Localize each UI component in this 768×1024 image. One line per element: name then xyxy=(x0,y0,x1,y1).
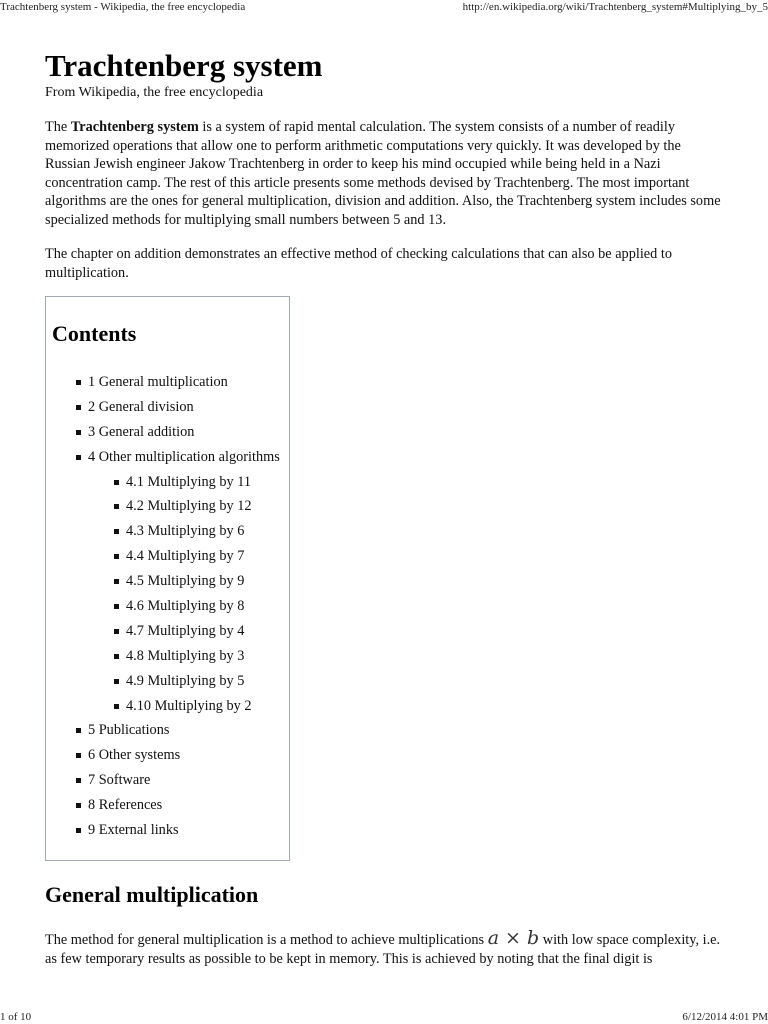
toc-item xyxy=(46,571,289,596)
intro-paragraph xyxy=(45,118,725,229)
bullet-icon xyxy=(114,654,119,659)
toc-item xyxy=(46,646,289,671)
toc-item xyxy=(46,795,289,820)
toc-list xyxy=(46,372,289,845)
toc-link[interactable]: 3 General addition xyxy=(88,423,195,440)
toc-item xyxy=(46,397,289,422)
toc-link[interactable]: 4.6 Multiplying by 8 xyxy=(126,598,245,615)
toc-link[interactable]: 4.10 Multiplying by 2 xyxy=(126,697,252,714)
intro-bold-term: Trachtenberg system xyxy=(70,119,199,135)
toc-item xyxy=(46,521,289,546)
toc-item xyxy=(46,720,289,745)
toc-link[interactable]: 2 General division xyxy=(88,398,194,415)
general-multiplication-paragraph xyxy=(45,929,725,968)
bullet-icon xyxy=(114,629,119,634)
toc-item xyxy=(46,671,289,696)
bullet-icon xyxy=(114,604,119,609)
bullet-icon xyxy=(76,828,81,833)
bullet-icon xyxy=(76,380,81,385)
print-footer xyxy=(0,1010,768,1024)
toc-link[interactable]: 4.7 Multiplying by 4 xyxy=(126,622,245,639)
toc-link[interactable]: 8 References xyxy=(88,797,163,814)
toc-link[interactable]: 5 Publications xyxy=(88,722,170,739)
toc-link[interactable]: 4 Other multiplication algorithms xyxy=(88,448,280,465)
bullet-icon xyxy=(76,778,81,783)
toc-link[interactable]: 7 Software xyxy=(88,772,151,789)
print-header-title: Trachtenberg system - Wikipedia, the free encyclopedia xyxy=(0,1,246,13)
toc-item xyxy=(46,696,289,721)
page-subtitle: From Wikipedia, the free encyclopedia xyxy=(45,85,264,100)
table-of-contents xyxy=(45,296,290,861)
toc-link[interactable]: 4.8 Multiplying by 3 xyxy=(126,647,245,664)
toc-title: Contents xyxy=(52,321,137,346)
bullet-icon xyxy=(114,480,119,485)
intro-text-pre: The xyxy=(45,119,71,135)
bullet-icon xyxy=(76,430,81,435)
math-expression: a × b xyxy=(487,927,540,949)
bullet-icon xyxy=(114,504,119,509)
print-header-url: http://en.wikipedia.org/wiki/Trachtenberg_system#Multiplying_by_5 xyxy=(462,1,768,13)
toc-link[interactable]: 4.2 Multiplying by 12 xyxy=(126,498,252,515)
toc-link[interactable]: 4.1 Multiplying by 11 xyxy=(126,473,251,490)
toc-link[interactable]: 6 Other systems xyxy=(88,747,181,764)
toc-item xyxy=(46,496,289,521)
toc-item xyxy=(46,447,289,472)
toc-link[interactable]: 4.4 Multiplying by 7 xyxy=(126,548,245,565)
toc-link[interactable]: 4.9 Multiplying by 5 xyxy=(126,672,245,689)
bullet-icon xyxy=(114,579,119,584)
toc-link[interactable]: 4.3 Multiplying by 6 xyxy=(126,523,245,540)
toc-item xyxy=(46,770,289,795)
bullet-icon xyxy=(76,455,81,460)
bullet-icon xyxy=(76,728,81,733)
page-title: Trachtenberg system xyxy=(45,48,323,83)
toc-item xyxy=(46,596,289,621)
toc-link[interactable]: 1 General multiplication xyxy=(88,374,228,390)
bullet-icon xyxy=(76,753,81,758)
toc-item xyxy=(46,820,289,845)
print-header xyxy=(0,0,768,16)
toc-item xyxy=(46,745,289,770)
bullet-icon xyxy=(114,554,119,559)
page-count: 1 of 10 xyxy=(0,1011,32,1023)
toc-item xyxy=(46,372,289,397)
toc-item xyxy=(46,546,289,571)
toc-item xyxy=(46,422,289,447)
bullet-icon xyxy=(76,803,81,808)
toc-link[interactable]: 9 External links xyxy=(88,822,179,839)
toc-link[interactable]: 4.5 Multiplying by 9 xyxy=(126,573,245,590)
section-text-post: with low space complexity, i.e. as few temporary results as possible to be kept in memory. This is achieved by noting that the final digit is xyxy=(45,932,721,967)
addition-note-paragraph: The chapter on addition demonstrates an effective method of checking calculations that can also be applied to multiplication. xyxy=(45,246,672,281)
section-heading-general-multiplication: General multiplication xyxy=(45,882,259,907)
bullet-icon xyxy=(76,405,81,410)
bullet-icon xyxy=(114,529,119,534)
bullet-icon xyxy=(114,679,119,684)
intro-text-post: is a system of rapid mental calculation. The system consists of a number of readily memorized operations that allow one to perform arithmetic computations very quickly. It was developed by the Russian Jewish engineer Jakow Trachtenberg in order to keep his mind occupied while being held in a Nazi concentration camp. The rest of this article presents some methods devised by Trachtenberg. The most important algorithms are the ones for general multiplication, division and addition. Also, the Trachtenberg system includes some specialized methods for multiplying small numbers between 5 and 13. xyxy=(45,119,721,228)
print-datetime: 6/12/2014 4:01 PM xyxy=(682,1011,768,1023)
toc-item xyxy=(46,472,289,497)
bullet-icon xyxy=(114,704,119,709)
toc-item xyxy=(46,621,289,646)
section-text-pre: The method for general multiplication is a method to achieve multiplications xyxy=(45,932,488,948)
